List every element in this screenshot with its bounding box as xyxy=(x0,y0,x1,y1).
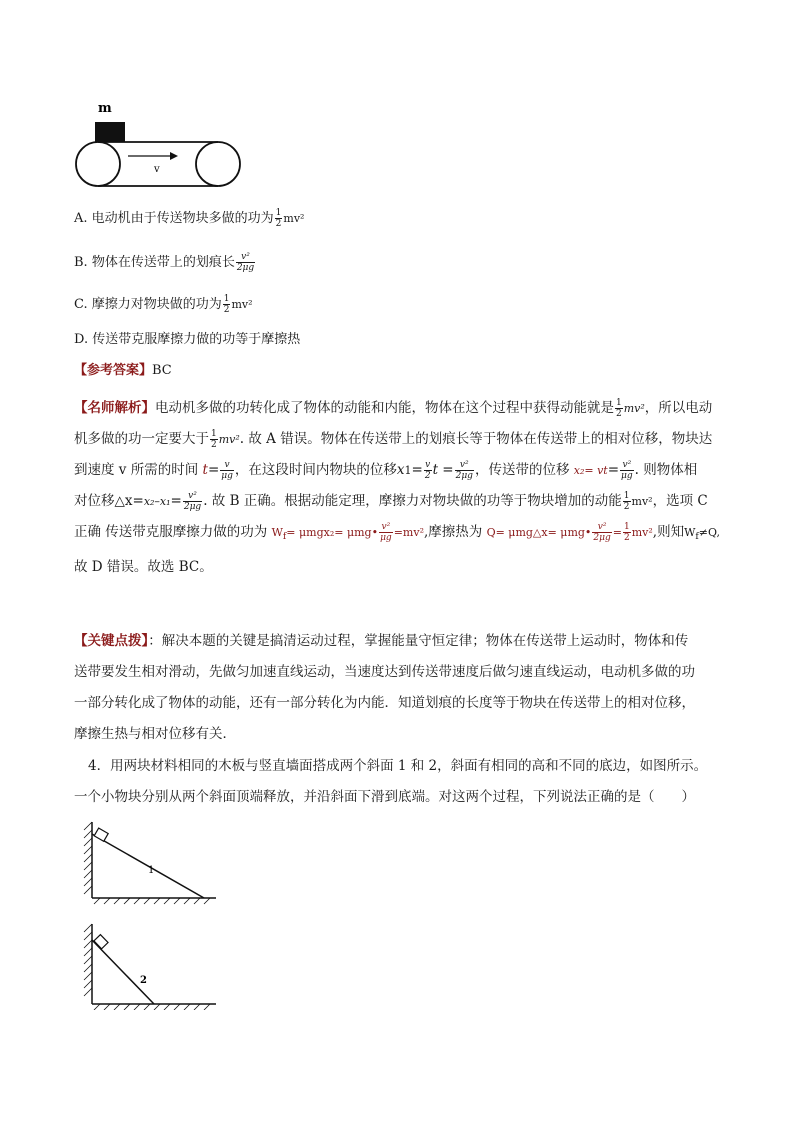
keypoint-label: 【关键点拨】 xyxy=(74,633,149,649)
answer-line xyxy=(74,361,172,381)
wall-hatch-1 xyxy=(84,822,92,894)
option-a: A. 电动机由于传送物块多做的功为 $\frac{1}{2}$ mv² xyxy=(74,208,305,229)
option-c: C. 摩擦力对物块做的功为 $\frac{1}{2}$ mv² xyxy=(74,294,253,315)
arrow-head-icon xyxy=(170,152,178,160)
incline-figure xyxy=(80,820,230,1010)
incline-label-1: 1 xyxy=(148,865,155,876)
incline-label-2: 2 xyxy=(140,975,147,986)
question-4: 4．用两块材料相同的木板与竖直墙面搭成两个斜面 1 和 2，斜面有相同的高和不同的底边，如图所示。 一个小物块分别从两个斜面顶端释放，并沿斜面下滑到底端。对这两个过程，下列说法正确的是（ ） xyxy=(74,758,708,805)
analysis-label: 【名师解析】 xyxy=(74,400,155,416)
answer-label: 【参考答案】 xyxy=(74,363,153,378)
floor-hatch-1 xyxy=(94,898,210,904)
option-d: D. 传送带克服摩擦力做的功等于摩擦热 xyxy=(74,332,301,347)
block-2 xyxy=(94,935,108,949)
block-1 xyxy=(94,828,108,841)
velocity-label: v xyxy=(154,164,160,175)
right-roller xyxy=(196,142,240,186)
block-mass xyxy=(95,122,125,142)
analysis: 【名师解析】电动机多做的功转化成了物体的动能和内能，物体在这个过程中获得动能就是 $\frac{1}{2}$ mv²，所以电动 机多做的功一定要大于 $\frac{1}{2}$ mv². 故 A 错误。物体在传送带上的划痕长等于物体在传送带上的相对位移，物块达 到速度 v 所需的时间 t= $\frac{v}{\mu g}$ ，在这段时间内物块的位移x1= $\frac{v}{2}$ t = $\frac{\text{v²}}{2\mu g}$ ，传送带的位移 x₂= vt= $\frac{\text{v²}}{\mu g}$ . 则物体相 对位移△x=x₂–x₁= $\frac{\text{v²}}{2\mu g}$ . 故 B 正确。根据动能定理，摩擦力对物块做的功等于物块增加的动能 $\frac{1}{2}$ mv²，选项 C 正确 传送带克服摩擦力做的功为 $W_f= \mu mgx_2=$ μmg• $\frac{\text{v²}}{\mu g}$ =mv²,摩擦热为 Q= μmg△x= μmg• $\frac{\text{v²}}{2\mu g}$ = $\frac{1}{2}$ mv²,则知$W_f\ne Q$, 故 D 错误。故选 BC。 xyxy=(74,398,720,576)
mass-label: m xyxy=(98,101,112,116)
wall-hatch-2 xyxy=(84,924,92,996)
keypoint: 【关键点拨】：解决本题的关键是搞清运动过程，掌握能量守恒定律；物体在传送带上运动时，物体和传 送带要发生相对滑动，先做匀加速直线运动，当速度达到传送带速度后做匀速直线运动，电动机多做的功 一部分转化成了物体的动能，还有一部分转化为内能．知道划痕的长度等于物块在传送带上的相对位移， 摩擦生热与相对位移有关． xyxy=(74,633,695,742)
conveyor-belt-figure xyxy=(70,98,250,190)
option-b: B. 物体在传送带上的划痕长 $\frac{\text{v²}}{2\mu g}$ xyxy=(74,252,255,273)
left-roller xyxy=(76,142,120,186)
answer-value: BC xyxy=(152,363,172,378)
incline-2 xyxy=(92,940,154,1004)
floor-hatch-2 xyxy=(94,1004,210,1010)
